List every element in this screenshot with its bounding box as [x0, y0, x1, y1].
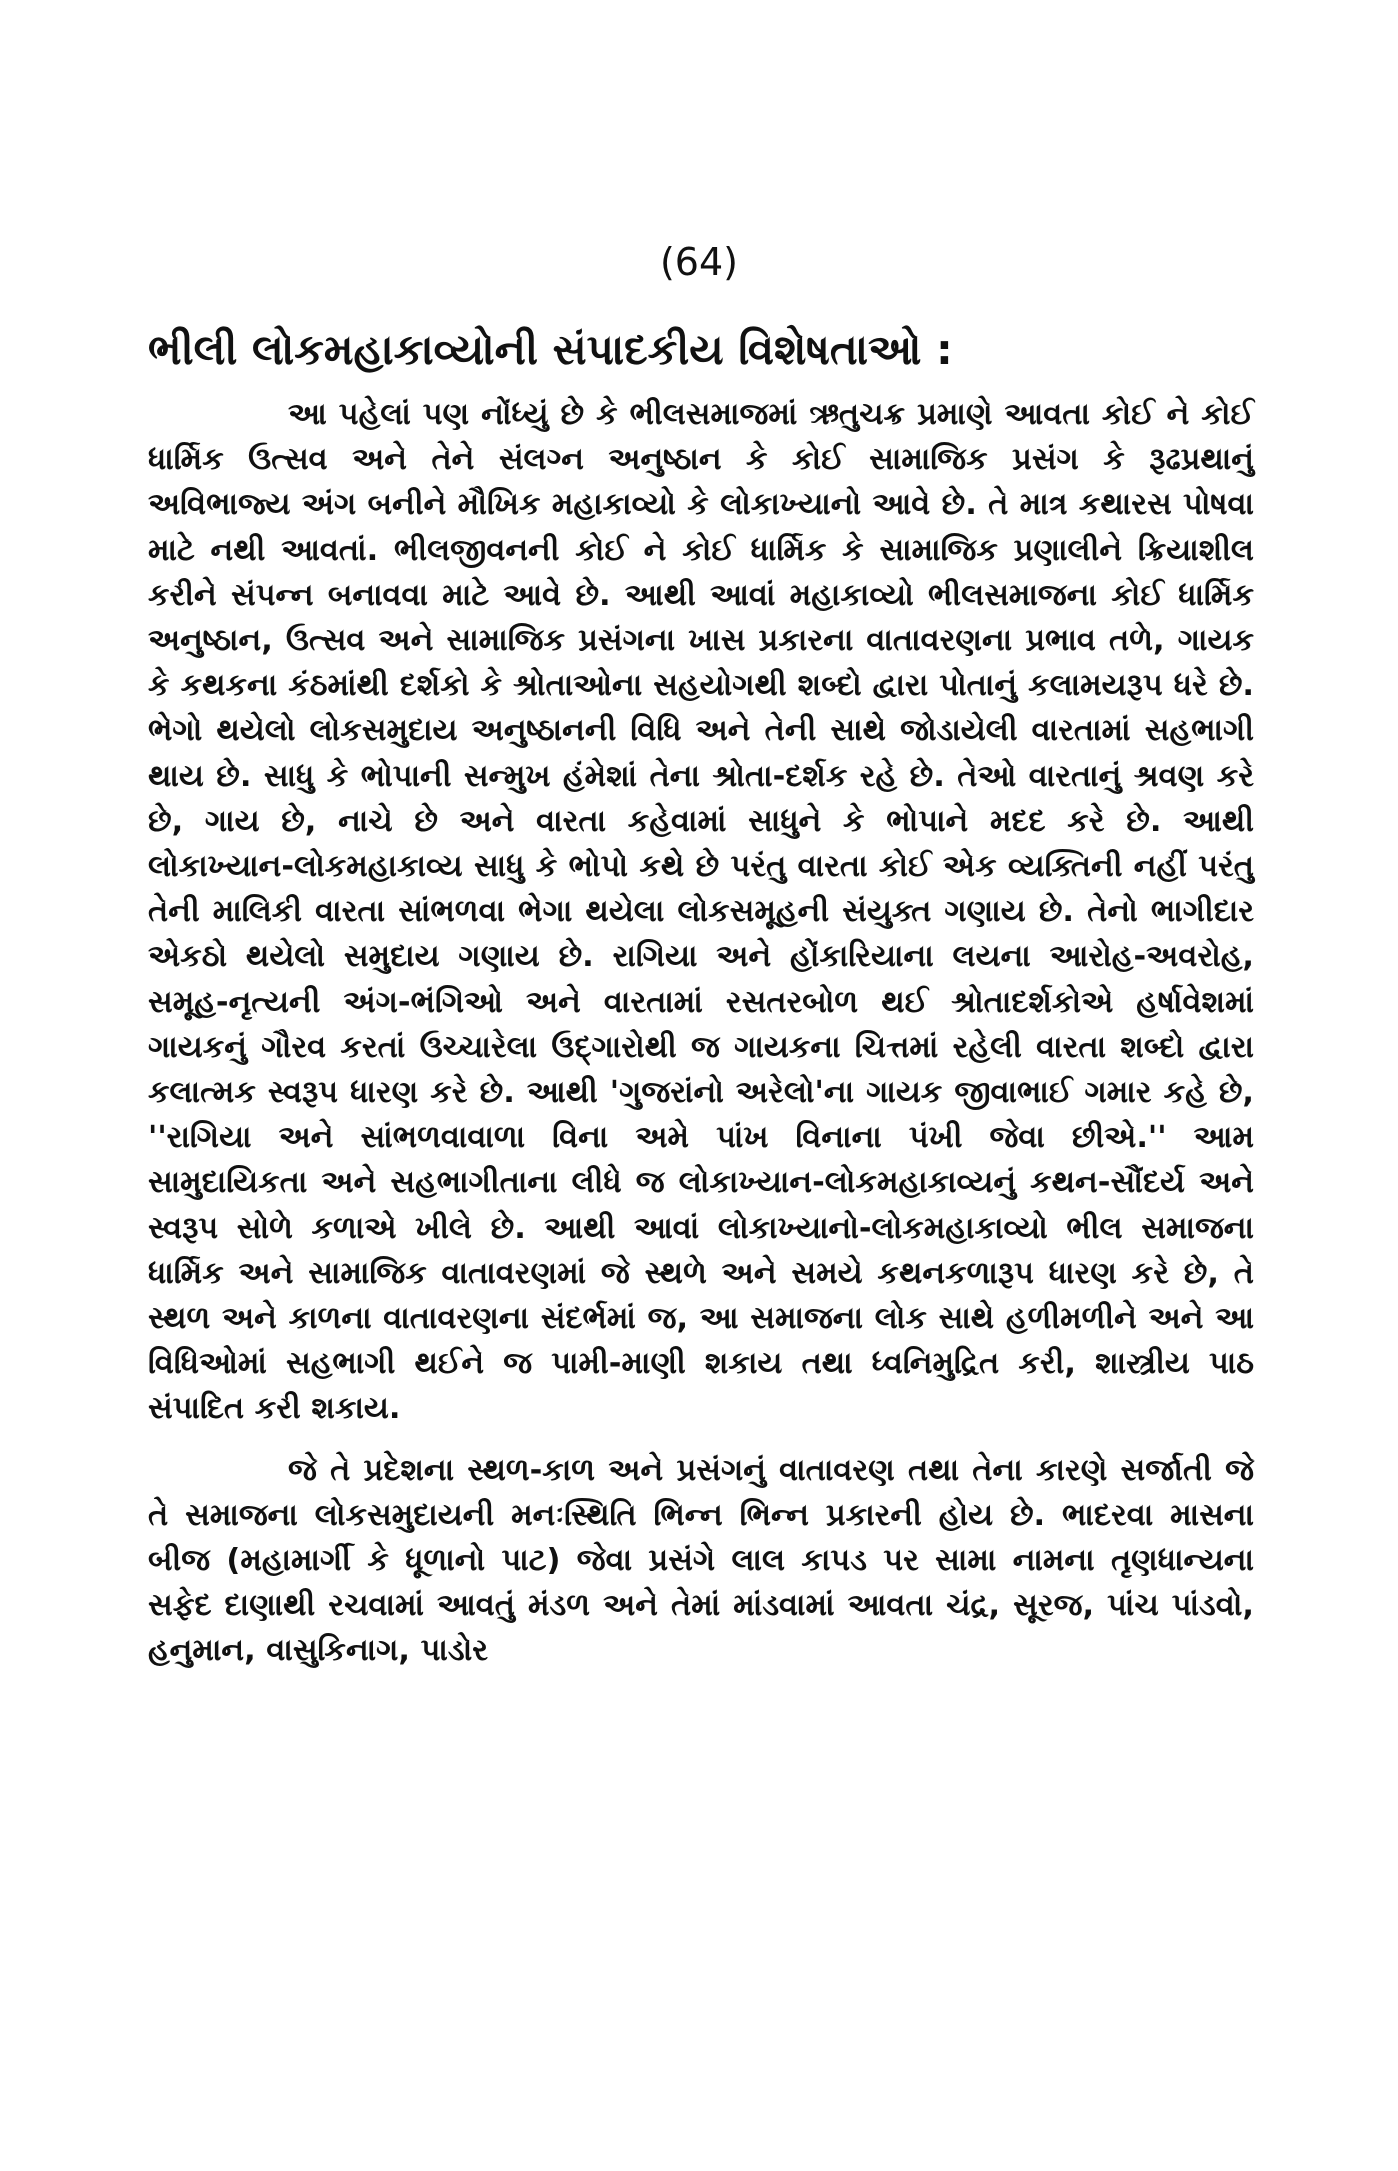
section-heading: ભીલી લોકમહાકાવ્યોની સંપાદકીય વિશેષતાઓ : — [148, 325, 953, 374]
paragraph-1: આ પહેલાં પણ નોંધ્યું છે કે ભીલસમાજમાં ઋતુચક્ર પ્રમાણે આવતા કોઈ ને કોઈ ધાર્મિક ઉત્સવ અને તેને સંલગ્ન અનુષ્ઠાન કે કોઈ સામાજિક પ્રસંગ કે રૂઢપ્રથાનું અવિભાજ્ય અંગ બનીને મૌખિક મહાકાવ્યો કે લોકાખ્યાનો આવે છે. તે માત્ર કથારસ પોષવા માટે નથી આવતાં. ભીલજીવનની કોઈ ને કોઈ ધાર્મિક કે સામાજિક પ્રણાલીને ક્રિયાશીલ કરીને સંપન્ન બનાવવા માટે આવે છે. આથી આવાં મહાકાવ્યો ભીલસમાજના કોઈ ધાર્મિક અનુષ્ઠાન, ઉત્સવ અને સામાજિક પ્રસંગના ખાસ પ્રકારના વાતાવરણના પ્રભાવ તળે, ગાયક કે કથકના કંઠમાંથી દર્શકો કે શ્રોતાઓના સહયોગથી શબ્દો દ્વારા પોતાનું કલામયરૂપ ધરે છે. ભેગો થયેલો લોકસમુદાય અનુષ્ઠાનની વિધિ અને તેની સાથે જોડાયેલી વારતામાં સહભાગી થાય છે. સાધુ કે ભોપાની સન્મુખ હંમેશાં તેના શ્રોતા-દર્શક રહે છે. તેઓ વારતાનું શ્રવણ કરે છે, ગાય છે, નાચે છે અને વારતા કહેવામાં સાધુને કે ભોપાને મદદ કરે છે. આથી લોકાખ્યાન-લોકમહાકાવ્ય સાધુ કે ભોપો કથે છે પરંતુ વારતા કોઈ એક વ્યક્તિની નહીં પરંતુ તેની માલિકી વારતા સાંભળવા ભેગા થયેલા લોકસમૂહની સંયુક્ત ગણાય છે. તેનો ભાગીદાર એકઠો થયેલો સમુદાય ગણાય છે. રાગિયા અને હોંકારિયાના લયના આરોહ-અવરોહ, સમૂહ-નૃત્યની અંગ-ભંગિઓ અને વારતામાં રસતરબોળ થઈ શ્રોતાદર્શકોએ હર્ષાવેશમાં ગાયકનું ગૌરવ કરતાં ઉચ્ચારેલા ઉદ્ગારોથી જ ગાયકના ચિત્તમાં રહેલી વારતા શબ્દો દ્વારા કલાત્મક સ્વરૂપ ધારણ કરે છે. આથી 'ગુજરાંનો અરેલો'ના ગાયક જીવાભાઈ ગમાર કહે છે, ''રાગિયા અને સાંભળવાવાળા વિના અમે પાંખ વિનાના પંખી જેવા છીએ.'' આમ સામુદાયિકતા અને સહભાગીતાના લીધે જ લોકાખ્યાન-લોકમહાકાવ્યનું કથન-સૌંદર્ય અને સ્વરૂપ સોળે કળાએ ખીલે છે. આથી આવાં લોકાખ્યાનો-લોકમહાકાવ્યો ભીલ સમાજના ધાર્મિક અને સામાજિક વાતાવરણમાં જે સ્થળે અને સમયે કથનકળારૂપ ધારણ કરે છે, તે સ્થળ અને કાળના વાતાવરણના સંદર્ભમાં જ, આ સમાજના લોક સાથે હળીમળીને અને આ વિધિઓમાં સહભાગી થઈને જ પામી-માણી શકાય તથા ધ્વનિમુદ્રિત કરી, શાસ્ત્રીય પાઠ સંપાદિત કરી શકાય. — [148, 397, 1254, 1427]
paragraph-2: જે તે પ્રદેશના સ્થળ-કાળ અને પ્રસંગનું વાતાવરણ તથા તેના કારણે સર્જાતી જે તે સમાજના લોકસમુદાયની મનઃસ્થિતિ ભિન્ન ભિન્ન પ્રકારની હોય છે. ભાદરવા માસના બીજ (મહામાર્ગી કે ધૂળાનો પાટ) જેવા પ્રસંગે લાલ કાપડ પર સામા નામના તૃણધાન્યના સફેદ દાણાથી રચવામાં આવતું મંડળ અને તેમાં માંડવામાં આવતા ચંદ્ર, સૂરજ, પાંચ પાંડવો, હનુમાન, વાસુકિનાગ, પાડોર — [148, 1452, 1254, 1669]
body-text — [148, 392, 1254, 1674]
page-number: (64) — [659, 240, 738, 284]
